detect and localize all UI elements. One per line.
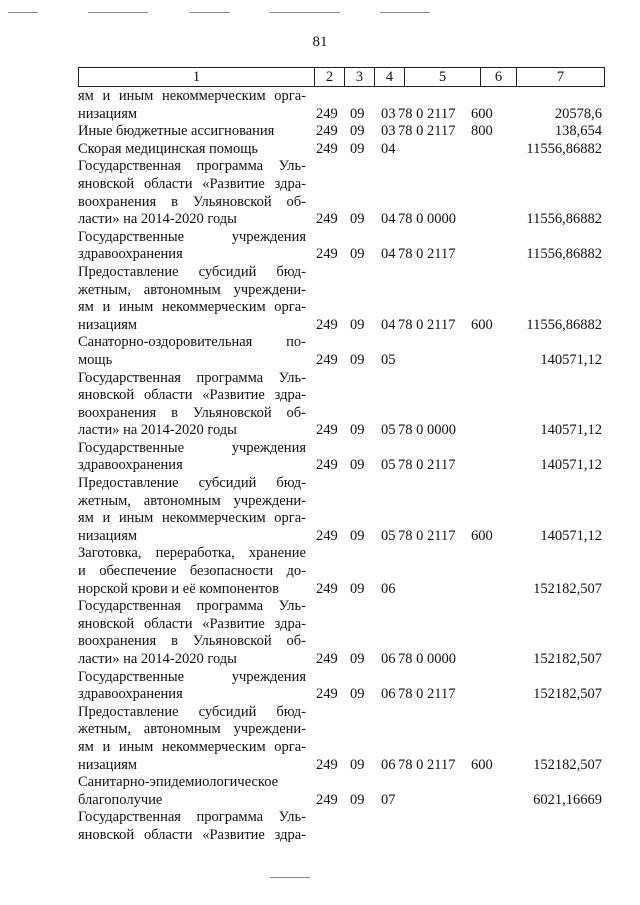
description-line: жетным, автономным учреждени- — [78, 721, 306, 738]
description-line: ям и иным некоммерческим орга- — [78, 299, 306, 316]
section-code: 09 — [350, 246, 365, 263]
column-header-2: 2 — [315, 68, 345, 87]
description-line: Предоставление субсидий бюд- — [78, 475, 306, 492]
row-codes — [78, 457, 604, 475]
table-row — [78, 229, 604, 264]
row-codes — [78, 123, 604, 141]
target-article-code: 78 0 2117 — [398, 316, 456, 333]
amount: 140571,12 — [540, 422, 602, 439]
target-article-code: 78 0 0000 — [398, 211, 456, 228]
row-codes — [78, 246, 604, 264]
description-line: здравоохранения — [78, 246, 183, 263]
row-codes — [78, 141, 604, 159]
amount: 152182,507 — [533, 686, 602, 703]
admin-code: 249 — [316, 686, 338, 703]
amount: 11556,86882 — [526, 211, 602, 228]
table-row — [78, 598, 604, 668]
expense-type-code: 600 — [471, 316, 493, 333]
amount: 11556,86882 — [526, 316, 602, 333]
subsection-code: 06 — [381, 756, 396, 773]
admin-code: 249 — [316, 351, 338, 368]
section-code: 09 — [350, 457, 365, 474]
description-line: яновской области «Развитие здра- — [78, 175, 306, 192]
scan-speck — [88, 12, 148, 13]
section-code: 09 — [350, 316, 365, 333]
subsection-code: 04 — [381, 211, 396, 228]
table-row — [78, 141, 604, 159]
section-code: 09 — [350, 686, 365, 703]
admin-code: 249 — [316, 211, 338, 228]
scan-speck — [270, 12, 340, 13]
description-line: низациям — [78, 105, 138, 122]
subsection-code: 05 — [381, 457, 396, 474]
column-header-6: 6 — [481, 68, 517, 87]
target-article-code: 78 0 0000 — [398, 422, 456, 439]
page-number: 81 — [312, 34, 328, 50]
description-line: Государственная программа Уль- — [78, 598, 306, 615]
table-row — [78, 809, 604, 844]
table-row — [78, 334, 604, 369]
description-line: Государственная программа Уль- — [78, 369, 306, 386]
admin-code: 249 — [316, 457, 338, 474]
description-line: ласти» на 2014-2020 годы — [78, 422, 237, 439]
row-codes — [78, 528, 604, 546]
subsection-code: 06 — [381, 686, 396, 703]
subsection-code: 04 — [381, 140, 396, 157]
table-row — [78, 545, 604, 598]
row-codes — [78, 317, 604, 335]
row-codes — [78, 827, 604, 845]
description-line: Иные бюджетные ассигнования — [78, 123, 275, 140]
budget-table-body — [78, 88, 604, 845]
admin-code: 249 — [316, 527, 338, 544]
row-codes — [78, 422, 604, 440]
subsection-code: 03 — [381, 105, 396, 122]
description-line: ям и иным некоммерческим орга- — [78, 738, 306, 755]
row-codes — [78, 581, 604, 599]
column-header-5: 5 — [405, 68, 481, 87]
amount: 11556,86882 — [526, 246, 602, 263]
description-line: Санитарно-эпидемиологическое — [78, 774, 279, 791]
description-line: низациям — [78, 756, 138, 773]
description-line: Государственные учреждения — [78, 439, 306, 456]
subsection-code: 05 — [381, 422, 396, 439]
description-line: воохранения в Ульяновской об- — [78, 193, 306, 210]
target-article-code: 78 0 2117 — [398, 123, 456, 140]
description-line: ям и иным некоммерческим орга- — [78, 88, 306, 104]
description-line: норской крови и её компонентов — [78, 580, 279, 597]
subsection-code: 07 — [381, 791, 396, 808]
section-code: 09 — [350, 527, 365, 544]
description-line: Предоставление субсидий бюд- — [78, 703, 306, 720]
description-line: Государственная программа Уль- — [78, 809, 306, 826]
admin-code: 249 — [316, 756, 338, 773]
table-row — [78, 774, 604, 809]
description-line: яновской области «Развитие здра- — [78, 826, 306, 843]
amount: 152182,507 — [533, 580, 602, 597]
row-codes — [78, 211, 604, 229]
target-article-code: 78 0 2117 — [398, 756, 456, 773]
description-line: низациям — [78, 527, 138, 544]
table-row — [78, 475, 604, 545]
target-article-code: 78 0 2117 — [398, 686, 456, 703]
row-codes — [78, 352, 604, 370]
scan-speck — [380, 12, 430, 13]
scan-speck — [270, 877, 310, 878]
section-code: 09 — [350, 351, 365, 368]
admin-code: 249 — [316, 140, 338, 157]
description-line: воохранения в Ульяновской об- — [78, 633, 306, 650]
table-row — [78, 158, 604, 228]
table-row — [78, 88, 604, 123]
table-row — [78, 370, 604, 440]
description-line: низациям — [78, 316, 138, 333]
description-line: Санаторно-оздоровительная по- — [78, 334, 306, 351]
description-line: воохранения в Ульяновской об- — [78, 404, 306, 421]
subsection-code: 06 — [381, 651, 396, 667]
subsection-code: 03 — [381, 123, 396, 140]
description-line: ласти» на 2014-2020 годы — [78, 651, 237, 667]
description-line: здравоохранения — [78, 686, 183, 703]
admin-code: 249 — [316, 580, 338, 597]
description-line: здравоохранения — [78, 457, 183, 474]
column-header-table — [78, 67, 605, 87]
table-row — [78, 440, 604, 475]
row-codes — [78, 757, 604, 775]
expense-type-code: 600 — [471, 527, 493, 544]
column-header-7: 7 — [517, 68, 605, 87]
description-line: Государственные учреждения — [78, 228, 306, 245]
admin-code: 249 — [316, 422, 338, 439]
target-article-code: 78 0 0000 — [398, 651, 456, 667]
description-line: жетным, автономным учреждени- — [78, 281, 306, 298]
description-line: мощь — [78, 351, 113, 368]
section-code: 09 — [350, 756, 365, 773]
target-article-code: 78 0 2117 — [398, 457, 456, 474]
row-codes — [78, 651, 604, 669]
target-article-code: 78 0 2117 — [398, 527, 456, 544]
column-header-1: 1 — [79, 68, 315, 87]
subsection-code: 04 — [381, 246, 396, 263]
admin-code: 249 — [316, 791, 338, 808]
table-row — [78, 704, 604, 774]
amount: 6021,16669 — [533, 791, 602, 808]
subsection-code: 04 — [381, 316, 396, 333]
description-line: яновской области «Развитие здра- — [78, 615, 306, 632]
description-line: жетным, автономным учреждени- — [78, 492, 306, 509]
section-code: 09 — [350, 422, 365, 439]
amount: 152182,507 — [533, 756, 602, 773]
amount: 138,654 — [554, 123, 602, 140]
section-code: 09 — [350, 791, 365, 808]
description-line: Скорая медицинская помощь — [78, 140, 258, 157]
row-codes — [78, 686, 604, 704]
admin-code: 249 — [316, 316, 338, 333]
expense-type-code: 600 — [471, 105, 493, 122]
subsection-code: 05 — [381, 527, 396, 544]
description-line: ласти» на 2014-2020 годы — [78, 211, 237, 228]
amount: 140571,12 — [540, 457, 602, 474]
description-line: Предоставление субсидий бюд- — [78, 263, 306, 280]
amount: 140571,12 — [540, 351, 602, 368]
expense-type-code: 600 — [471, 756, 493, 773]
description-line: ям и иным некоммерческим орга- — [78, 510, 306, 527]
amount: 20578,6 — [554, 105, 602, 122]
amount: 11556,86882 — [526, 140, 602, 157]
table-row — [78, 123, 604, 141]
admin-code: 249 — [316, 123, 338, 140]
description-line: благополучие — [78, 791, 163, 808]
admin-code: 249 — [316, 651, 338, 667]
section-code: 09 — [350, 123, 365, 140]
amount: 140571,12 — [540, 527, 602, 544]
section-code: 09 — [350, 211, 365, 228]
description-line: Заготовка, переработка, хранение — [78, 545, 306, 562]
admin-code: 249 — [316, 105, 338, 122]
expense-type-code: 800 — [471, 123, 493, 140]
target-article-code: 78 0 2117 — [398, 105, 456, 122]
admin-code: 249 — [316, 246, 338, 263]
row-codes — [78, 792, 604, 810]
section-code: 09 — [350, 140, 365, 157]
section-code: 09 — [350, 651, 365, 667]
table-row — [78, 264, 604, 334]
subsection-code: 05 — [381, 351, 396, 368]
subsection-code: 06 — [381, 580, 396, 597]
target-article-code: 78 0 2117 — [398, 246, 456, 263]
description-line: и обеспечение безопасности до- — [78, 563, 306, 580]
description-line: яновской области «Развитие здра- — [78, 387, 306, 404]
amount: 152182,507 — [533, 651, 602, 667]
scan-speck — [8, 12, 38, 13]
column-header-3: 3 — [345, 68, 375, 87]
description-line: Государственные учреждения — [78, 668, 306, 685]
scan-speck — [190, 12, 230, 13]
section-code: 09 — [350, 105, 365, 122]
table-row — [78, 669, 604, 704]
description-line: Государственная программа Уль- — [78, 158, 306, 175]
column-header-4: 4 — [375, 68, 405, 87]
section-code: 09 — [350, 580, 365, 597]
row-codes — [78, 106, 604, 124]
